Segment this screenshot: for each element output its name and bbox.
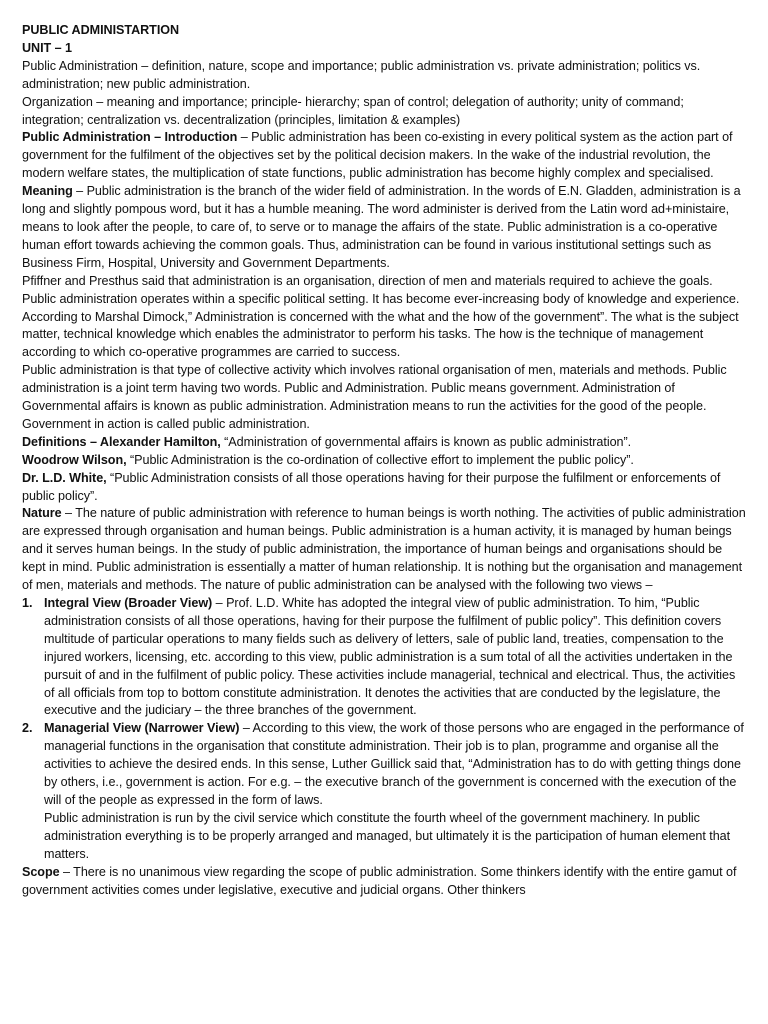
definition-hamilton: [22, 434, 746, 452]
scope-paragraph: [22, 864, 746, 900]
definition-text: “Administration of governmental affairs is known as public administration”.: [220, 434, 632, 449]
view-heading: Managerial View (Narrower View): [44, 721, 240, 736]
view-paragraph: [44, 720, 746, 810]
scope-heading: Scope: [22, 864, 60, 879]
pfiffner-paragraph: Pfiffner and Presthus said that administration is an organisation, direction of men and materials required to achieve the goals. Public administration operates within a specific political setting. It has become ever-increasing body of knowledge and experience. According to Marshal Dimock,” Administration is concerned with the what and the how of the government”. The what is the subject matter, technical knowledge which enables the administrator to perform his tasks. The how is the technique of management according to which co-operative programmes are carried to success.: [22, 273, 740, 360]
list-number: 2.: [22, 721, 33, 736]
syllabus-line-2: Organization – meaning and importance; principle- hierarchy; span of control; delegation of authority; unity of command; integration; centralization vs. decentralization (principles, limitation & examples): [22, 94, 684, 127]
intro-text: – Public administration has been co-existing in every political system as the action part of government for the fulfilment of the objectives set by the political decision makers. In the wake of the industrial revolution, the modern welfare states, the multiplication of state functions, public administration has become highly complex and specialised.: [22, 130, 733, 181]
view-text: – According to this view, the work of those persons who are engaged in the performance of managerial functions in the organisation that constitute administration. Their job is to plan, programme and organise all the activities to achieve the desired ends. In this sense, Luther Guillick said that, “Administration has to do with getting things done by others, i.e., government is action. For e.g. – the executive branch of the government is concerned with the execution of the will of the people as expressed in the form of laws.: [44, 721, 744, 807]
meaning-heading: Meaning: [22, 184, 73, 199]
scope-text: – There is no unanimous view regarding the scope of public administration. Some thinkers identify with the entire gamut of government activities comes under legislative, executive and judicial organs. Other thinkers: [22, 864, 737, 897]
definition-label: Definitions – Alexander Hamilton,: [22, 434, 221, 449]
view-text: – Prof. L.D. White has adopted the integral view of public administration. To him, “Public administration consists of all those operations, having for their purpose the fulfilment of public policy”. This definition covers multitude of particular operations to many fields such as delivery of letters, sale of public land, treaties, compensation to the injured workers, licensing, etc. according to this view, public administration is a sum total of all the activities undertaken in the pursuit of and in the fulfilment of public policy. These activities include managerial, technical and electrical. Thus, the activities of all officials from top to bottom constitute administration. It denotes the activities that are conducted by the legislature, the executive and the judiciary – the three branches of the government.: [44, 596, 736, 718]
collective-activity-paragraph: Public administration is that type of collective activity which involves rational organisation of men, materials and methods. Public administration is a joint term having two words. Public and Administration. Public means government. Administration of Governmental affairs is known as public administration. Administration means to run the activities for the good of the people. Government in action is called public administration.: [22, 363, 727, 431]
intro-paragraph: [22, 129, 746, 183]
document-title: PUBLIC ADMINISTARTION: [22, 23, 180, 37]
syllabus-line-1: Public Administration – definition, nature, scope and importance; public administration vs. private administration; politics vs. administration; new public administration.: [22, 58, 701, 91]
meaning-paragraph: [22, 183, 746, 273]
list-number: 1.: [22, 596, 33, 610]
intro-heading: Public Administration – Introduction: [22, 130, 238, 145]
nature-paragraph: [22, 505, 746, 595]
definition-text: “Public Administration is the co-ordination of collective effort to implement the public policy”.: [126, 452, 634, 467]
list-item-integral-view: [22, 595, 746, 720]
list-item-managerial-view: [22, 720, 746, 863]
view-extra-paragraph: Public administration is run by the civil service which constitute the fourth wheel of the government machinery. In public administration everything is to be properly arranged and managed, but ultimately it is the participation of human element that matters.: [44, 810, 731, 861]
nature-heading: Nature: [22, 506, 62, 521]
definition-wilson: [22, 452, 746, 470]
definition-white: [22, 470, 746, 506]
definition-label: Dr. L.D. White,: [22, 470, 107, 485]
view-heading: Integral View (Broader View): [44, 596, 213, 610]
unit-heading: UNIT – 1: [22, 40, 72, 55]
meaning-text: – Public administration is the branch of the wider field of administration. In the words of E.N. Gladden, administration is a long and slightly pompous word, but it has a humble meaning. The word administer is derived from the Latin word ad+ministaire, means to look after the people, to care of, to serve or to manage the affairs of the state. Public administration is a co-operative human effort towards achieving the common goals. Thus, administration can be found in various institutional settings such as Business Firm, Hospital, University and Government Departments.: [22, 184, 741, 270]
definition-label: Woodrow Wilson,: [22, 452, 127, 467]
nature-text: – The nature of public administration with reference to human beings is worth nothing. The activities of public administration are expressed through organisation and human beings. Public administration is a human activity, it is managed by human beings and it serves human beings. In the study of public administration, the importance of human beings and organisations should be kept in mind. Public administration is essentially a matter of human relationship. It is nothing but the organisation and management of men, materials and methods. The nature of public administration can be analysed with the following two views –: [22, 506, 746, 593]
views-list: [22, 595, 746, 864]
definition-text: “Public Administration consists of all those operations having for their purpose the fulfilment or enforcements of public policy”.: [22, 470, 721, 503]
view-paragraph: [44, 595, 746, 720]
